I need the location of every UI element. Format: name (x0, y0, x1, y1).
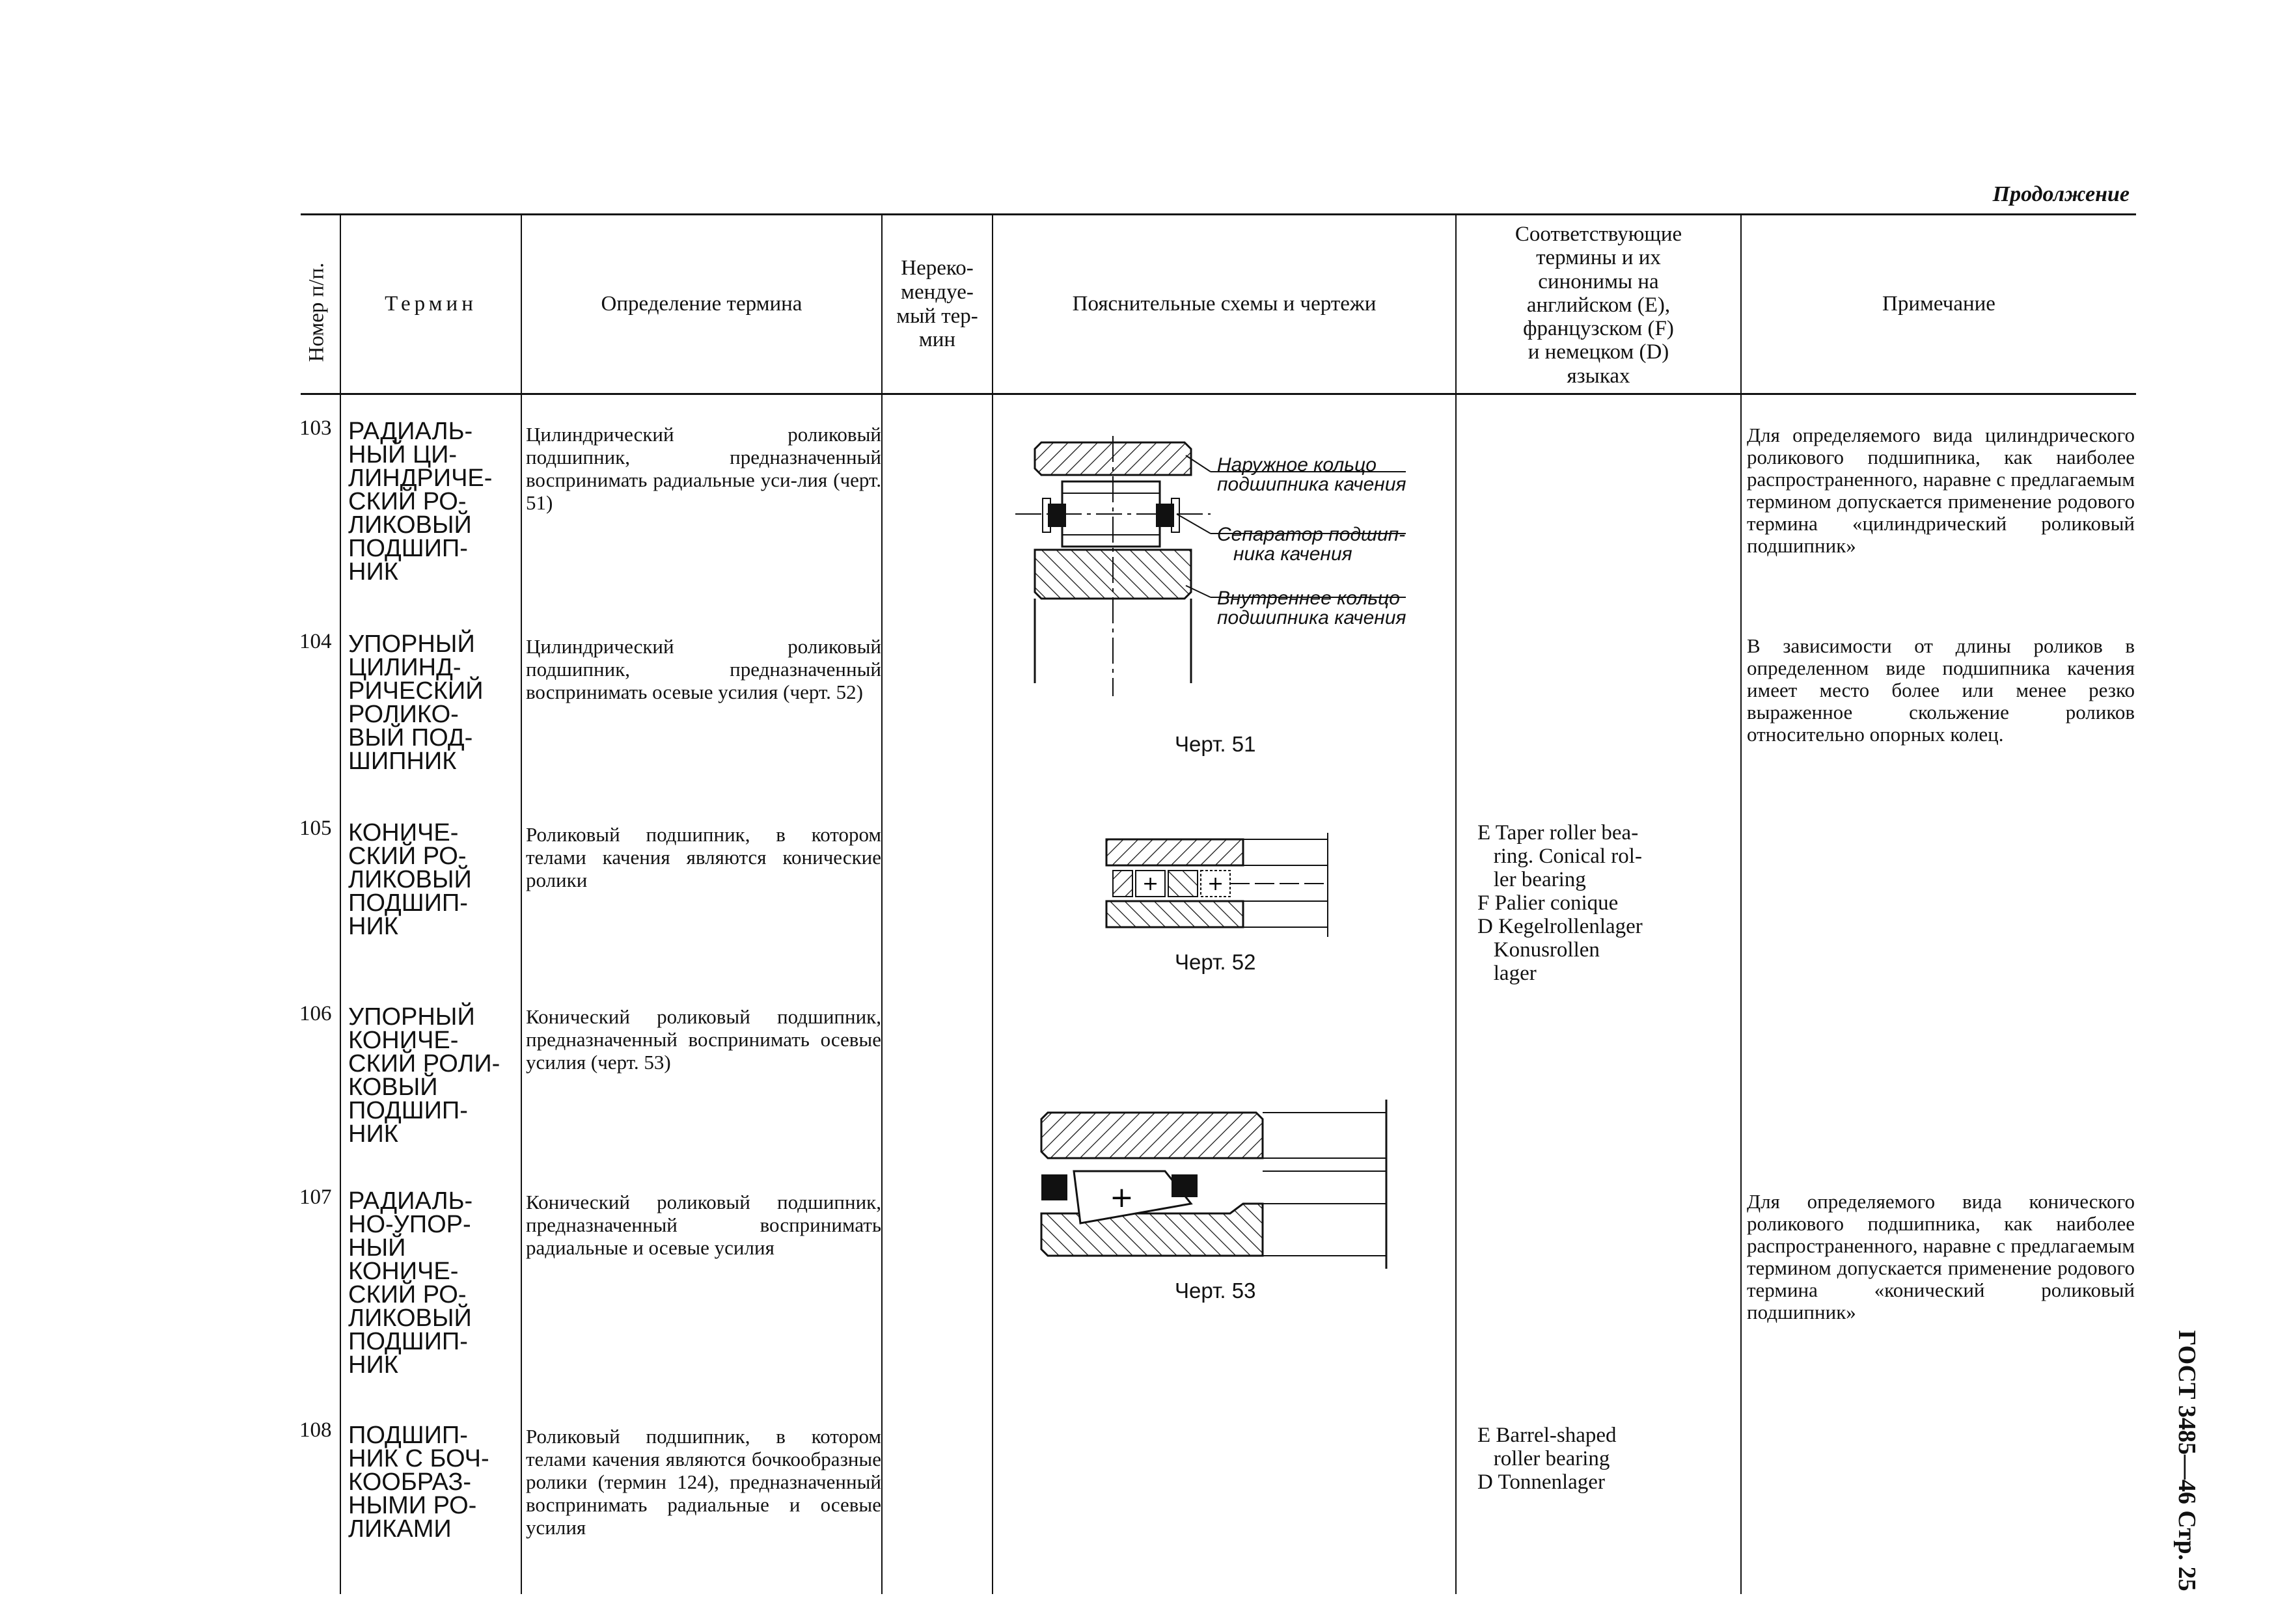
figure-52-drawing (1100, 833, 1334, 937)
row-number: 105 (299, 817, 332, 840)
continuation-label: Продолжение (1992, 182, 2130, 206)
col-divider-5 (1455, 215, 1457, 1594)
figure-52-caption: Черт. 52 (1175, 950, 1256, 974)
row-number: 103 (299, 416, 332, 440)
row-synonyms: E Taper roller bea- ring. Conical rol- ler bearing F Palier conique D Kegelrollenlager Konusrollen lager (1477, 821, 1643, 985)
row-synonyms: E Barrel-shaped roller bearing D Tonnenlager (1477, 1424, 1617, 1494)
figure-53-drawing (1035, 1100, 1399, 1269)
row-note: Для определяемого вида цилиндрического роликового подшипника, как наиболее распространенного, наравне с предлагаемым термином допускается применение родового термина «цилиндрический роликовый подшипник» (1747, 424, 2135, 557)
row-term: РАДИАЛЬ- НЫЙ ЦИ- ЛИНДРИЧЕ- СКИЙ РО- ЛИКОВЫЙ ПОДШИП- НИК (348, 418, 493, 586)
header-synonyms: Соответствующие термины и их синонимы на английском (E), французском (F) и немецком (D) языках (1515, 222, 1682, 388)
row-number: 107 (299, 1185, 332, 1209)
figure-51-label-outer: Наружное кольцо подшипника качения (1217, 454, 1406, 495)
header-term: Термин (385, 292, 477, 316)
col-divider-3 (881, 215, 883, 1594)
figure-51-label-cage: Сепаратор подшип- ника качения (1217, 524, 1406, 565)
header-not-recommended: Нереко- мендуе- мый тер- мин (896, 256, 978, 352)
table-top-rule (301, 213, 2136, 215)
row-number: 104 (299, 630, 332, 653)
document-reference: ГОСТ 3485—46 Стр. 25 (2173, 1330, 2200, 1591)
figure-51-caption: Черт. 51 (1175, 732, 1256, 756)
svg-text:+: + (1110, 1181, 1134, 1214)
table-header-rule (301, 393, 2136, 395)
figure-53-caption: Черт. 53 (1175, 1279, 1256, 1303)
row-term: УПОРНЫЙ ЦИЛИНД- РИЧЕСКИЙ РОЛИКО- ВЫЙ ПОД- ШИПНИК (348, 630, 484, 775)
col-divider-6 (1740, 215, 1742, 1594)
svg-text:+: + (1142, 873, 1159, 895)
row-term: КОНИЧЕ- СКИЙ РО- ЛИКОВЫЙ ПОДШИП- НИК (348, 819, 472, 940)
figure-51-label-inner: Внутреннее кольцо подшипника качения (1217, 588, 1406, 629)
header-note: Примечание (1882, 292, 1995, 316)
col-divider-4 (992, 215, 993, 1594)
row-note: Для определяемого вида конического роликового подшипника, как наиболее распространенного, наравне с предлагаемым термином допускается применение родового термина «конический роликовый подшипник» (1747, 1190, 2135, 1323)
row-term: ПОДШИП- НИК С БОЧ- КООБРАЗ- НЫМИ РО- ЛИКАМИ (348, 1422, 489, 1543)
row-term: РАДИАЛЬ- НО-УПОР- НЫЙ КОНИЧЕ- СКИЙ РО- ЛИКОВЫЙ ПОДШИП- НИК (348, 1187, 473, 1379)
row-definition: Цилиндрический роликовый подшипник, предназначенный воспринимать радиальные уси-лия (черт. 51) (526, 423, 881, 514)
row-definition: Конический роликовый подшипник, предназначенный воспринимать радиальные и осевые усилия (526, 1191, 881, 1259)
col-divider-1 (340, 215, 341, 1594)
row-definition: Цилиндрический роликовый подшипник, предназначенный воспринимать осевые усилия (черт. 52) (526, 635, 881, 703)
row-number: 108 (299, 1418, 332, 1442)
header-schemes: Пояснительные схемы и чертежи (1072, 292, 1377, 316)
row-definition: Роликовый подшипник, в котором телами качения являются конические ролики (526, 823, 881, 891)
col-divider-2 (521, 215, 522, 1594)
row-definition: Роликовый подшипник, в котором телами качения являются бочкообразные ролики (термин 124), предназначенный воспринимать радиальные и осевые усилия (526, 1425, 881, 1539)
header-num: Номер п/п. (305, 262, 329, 362)
row-number: 106 (299, 1002, 332, 1025)
svg-text:+: + (1207, 873, 1224, 895)
row-definition: Конический роликовый подшипник, предназначенный воспринимать осевые усилия (черт. 53) (526, 1005, 881, 1074)
header-definition: Определение термина (601, 292, 802, 316)
row-note: В зависимости от длины роликов в определенном виде подшипника качения имеет место более или менее резко выраженное скольжение роликов относительно опорных колец. (1747, 634, 2135, 746)
row-term: УПОРНЫЙ КОНИЧЕ- СКИЙ РОЛИ- КОВЫЙ ПОДШИП- НИК (348, 1003, 500, 1148)
